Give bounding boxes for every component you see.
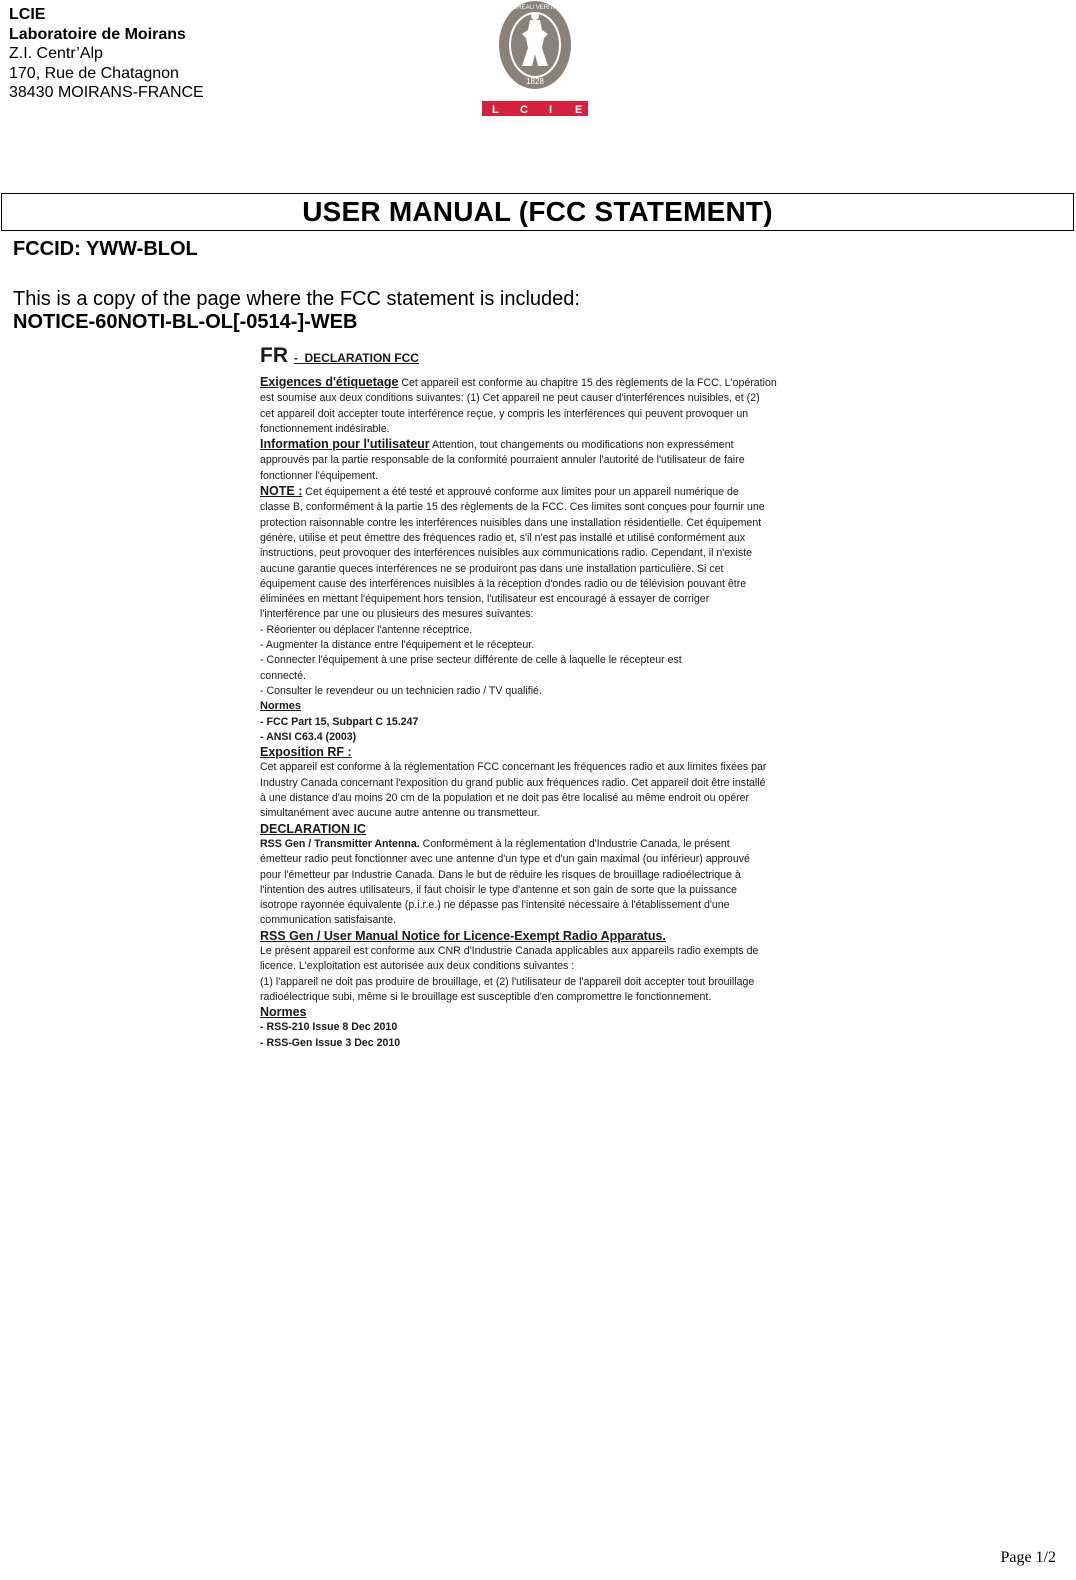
expo-line: Cet appareil est conforme à la réglementation FCC concernant les fréquences radio et aux limites fixées par — [260, 761, 767, 774]
lab-site: Laboratoire de Moirans — [9, 25, 186, 43]
lab-name: LCIE — [9, 6, 46, 23]
note-line: génère, utilise et peut émettre des fréquences radio et, s'il n'est pas installé et utilisé conformément aux — [260, 531, 746, 544]
banner-letter-i: I — [549, 104, 553, 116]
scan-heading — [260, 345, 820, 369]
rss-ant-line: l'intention des autres utilisateurs, il faut choisir le type d'antenne et son gain de sorte que la puissance — [260, 883, 737, 896]
notice-reference: NOTICE-60NOTI-BL-OL[-0514-]-WEB — [13, 311, 358, 333]
normes-label: Normes — [260, 1005, 307, 1020]
rss-man-line: licence. L'exploitation est autorisée aux deux conditions suivantes : — [260, 960, 575, 973]
info-line: approuvés par la partie responsable de la conformité pourraient annuler l'autorité de l'utilisateur de faire — [260, 454, 745, 467]
req-label: Exigences d'étiquetage — [260, 375, 399, 389]
rss-ant-line: pour l'émetteur par Industrie Canada. Dans le but de réduire les risques de brouillage radioélectrique à — [260, 868, 741, 881]
lab-address-line-2: 170, Rue de Chatagnon — [9, 64, 179, 82]
note-label: NOTE : — [260, 484, 303, 499]
lcie-bureau-veritas-logo — [482, 0, 594, 120]
scan-heading-decl: -_DECLARATION FCC — [293, 351, 419, 365]
lab-address-block — [9, 5, 204, 103]
note-line: - Réorienter ou déplacer l'antenne réceptrice. — [260, 623, 473, 636]
rss-ant-line: Conformément à la réglementation d'Industrie Canada, le présent — [419, 837, 730, 850]
note-line: connecté. — [260, 669, 306, 682]
normes-item: - ANSI C63.4 (2003) — [260, 730, 357, 743]
note-line: Cet équipement a été testé et approuvé conforme aux limites pour un appareil numérique de — [302, 486, 739, 499]
info-line: fonctionner l'équipement. — [260, 469, 379, 482]
rss-man-line: (1) l'appareil ne doit pas produire de brouillage, et (2) l'utilisateur de l'appareil doit accepter tout brouillage — [260, 975, 755, 988]
note-line: l'interférence par une ou plusieurs des mesures suivantes: — [260, 608, 534, 621]
rss-man-line: Le présent appareil est conforme aux CNR d'Industrie Canada applicables aux appareils radio exempts de — [260, 944, 759, 957]
intro-text: This is a copy of the page where the FCC statement is included: — [13, 288, 580, 310]
note-line: éliminées en mettant l'équipement hors tension, l'utilisateur est encouragé à essayer de corriger — [260, 593, 710, 606]
expo-line: Industry Canada concernant l'exposition du grand public aux fréquences radio. Cet appareil doit être installé — [260, 776, 766, 789]
info-label: Information pour l'utilisateur — [260, 437, 430, 452]
expo-line: à une distance d'au moins 20 cm de la population et ne doit pas être localisé au même endroit ou opérer — [260, 792, 750, 805]
normes-item: - FCC Part 15, Subpart C 15.247 — [260, 715, 419, 728]
intro-block — [13, 288, 580, 334]
banner-letter-l: L — [492, 104, 499, 116]
fcc-id: FCCID: YWW-BLOL — [13, 238, 198, 260]
note-line: aucune garantie queces interférences ne se produiront pas dans une installation particulière. Si cet — [260, 562, 724, 575]
rss-ant-label: RSS Gen / Transmitter Antenna. — [260, 837, 420, 850]
expo-label: Exposition RF : — [260, 745, 352, 760]
note-line: protection raisonnable contre les interférences nuisibles dans une installation résidentielle. Cet équipement — [260, 516, 762, 529]
note-line: équipement cause des interférences nuisibles à la réception d'ondes radio ou de télévision pouvant être — [260, 577, 747, 590]
banner-letter-c: C — [520, 104, 528, 116]
document-title: USER MANUAL (FCC STATEMENT) — [302, 196, 773, 227]
ic-label: DECLARATION IC — [260, 821, 367, 836]
seal-year: 1828 — [526, 77, 544, 86]
banner-letter-e: E — [575, 104, 583, 116]
note-line: - Connecter l'équipement à une prise secteur différente de celle à laquelle le récepteur est — [260, 654, 682, 667]
req-line: est soumise aux deux conditions suivantes: (1) Cet appareil ne peut causer d'interférences nuisibles, et (2) — [260, 392, 760, 405]
req-line: cet appareil doit accepter toute interférence reçue, y compris les interférences qui peuvent provoquer un — [260, 407, 749, 420]
normes-label: Normes — [260, 700, 301, 713]
lab-address-line-1: Z.I. Centr’Alp — [9, 45, 103, 62]
scanned-fcc-page — [260, 345, 820, 1051]
rss-ant-line: émetteur radio peut fonctionner avec une antenne d'un type et d'un gain maximal (ou inférieur) approuvé — [260, 853, 750, 866]
document-title-box — [1, 193, 1074, 231]
rss-ant-line: isotrope rayonnée équivalente (p.i.r.e.) ne dépasse pas l'intensité nécessaire à l'établissement d'une — [260, 899, 730, 912]
req-line: Cet appareil est conforme au chapitre 15 des règlements de la FCC. L'opération — [398, 377, 777, 389]
note-line: classe B, conformément à la partie 15 des règlements de la FCC. Ces limites sont conçues pour fournir une — [260, 501, 765, 514]
note-line: - Consulter le revendeur ou un technicien radio / TV qualifié. — [260, 684, 542, 697]
scan-heading-fr: FR — [260, 344, 288, 367]
normes-item: - RSS-Gen Issue 3 Dec 2010 — [260, 1036, 401, 1049]
info-line: Attention, tout changements ou modifications non expressément — [429, 439, 734, 452]
normes-item: - RSS-210 Issue 8 Dec 2010 — [260, 1021, 398, 1034]
rss-man-label: RSS Gen / User Manual Notice for Licence-Exempt Radio Apparatus. — [260, 928, 666, 943]
lab-address-line-3: 38430 MOIRANS-FRANCE — [9, 84, 204, 101]
expo-line: simultanément avec aucune autre antenne ou transmetteur. — [260, 807, 540, 820]
rss-ant-line: communication satisfaisante. — [260, 914, 397, 927]
seal-text: BUREAU VERITAS — [509, 5, 561, 11]
rss-man-line: radioélectrique subi, même si le brouillage est susceptible d'en compromettre le fonctionnement. — [260, 990, 712, 1003]
req-line: fonctionnement indésirable. — [260, 422, 390, 435]
page-number: Page 1/2 — [1000, 1549, 1056, 1566]
note-line: - Augmenter la distance entre l'équipement et le récepteur. — [260, 639, 535, 652]
note-line: instructions, peut provoquer des interférences nuisibles aux communications radio. Cependant, il n'existe — [260, 547, 752, 560]
